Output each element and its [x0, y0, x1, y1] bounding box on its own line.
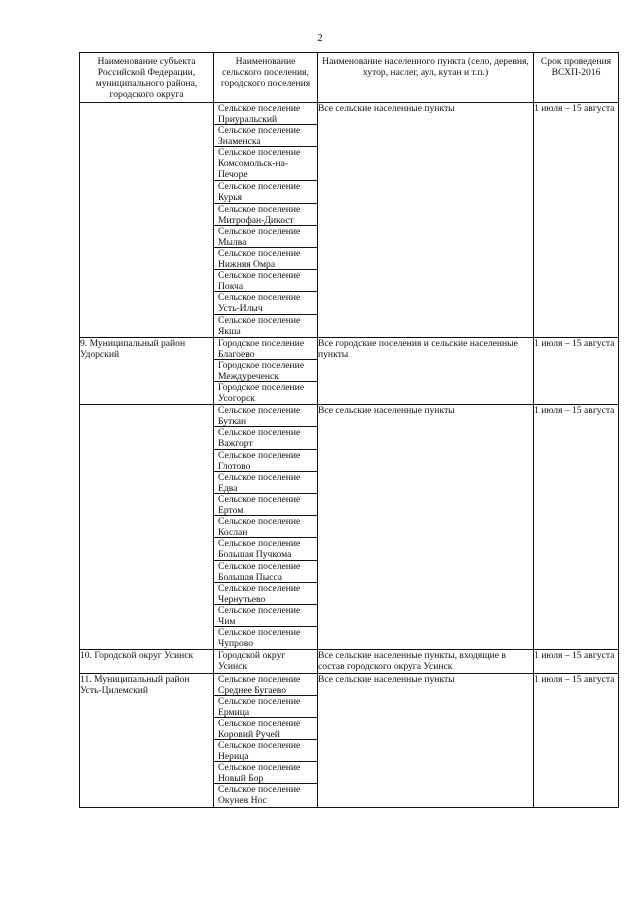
header-period: Срок проведения ВСХП-2016: [534, 53, 619, 103]
settlement-line: Митрофан-Дикост: [218, 214, 294, 226]
settlement-line: Сельское поселение: [218, 125, 301, 137]
page-number: 2: [317, 32, 323, 44]
header-settlement: Наименование сельского поселения, городского поселения: [214, 53, 318, 103]
settlement-line: Покча: [218, 281, 244, 293]
settlement-line: Мылва: [218, 236, 247, 248]
settlement-line: Сельское поселение: [218, 147, 301, 159]
settlement-entry: [214, 103, 317, 125]
settlement-line: Сельское поселение: [218, 695, 301, 707]
settlement-line: Сельское поселение: [218, 538, 301, 550]
table-row: [80, 337, 619, 405]
settlement-line: Усогорск: [218, 393, 255, 405]
settlement-entry: [214, 360, 317, 382]
region-cell: 10. Городской округ Усинск: [80, 650, 214, 673]
settlement-line: Большая Пучкома: [218, 549, 292, 561]
settlement-line: Сельское поселение: [218, 103, 301, 114]
settlement-entry: [214, 583, 317, 605]
settlements-cell: [214, 673, 318, 807]
settlement-line: Ермица: [218, 706, 250, 718]
settlement-line: Усть-Илыч: [218, 303, 263, 315]
settlement-line: Усинск: [218, 661, 248, 673]
settlement-line: Сельское поселение: [218, 717, 301, 729]
settlement-line: Городское поселение: [218, 337, 305, 349]
settlement-entry: [214, 450, 317, 472]
settlement-line: Сельское поселение: [218, 516, 301, 528]
settlement-entry: [214, 270, 317, 292]
settlement-line: Сельское поселение: [218, 427, 301, 439]
settlement-entry: [214, 516, 317, 538]
settlement-line: Сельское поселение: [218, 471, 301, 483]
settlement-line: Городское поселение: [218, 359, 305, 371]
header-region: Наименование субъекта Российской Федерации, муниципального района, городского округа: [80, 53, 214, 103]
settlement-line: Сельское поселение: [218, 627, 301, 639]
settlement-line: Глотово: [218, 460, 251, 472]
settlements-cell: [214, 337, 318, 405]
settlement-entry: [214, 605, 317, 627]
table-row: [80, 103, 619, 338]
settlement-entry: [214, 740, 317, 762]
settlement-line: Междуреченск: [218, 370, 279, 382]
settlement-line: Сельское поселение: [218, 560, 301, 572]
settlement-line: Нижняя Омра: [218, 258, 276, 270]
settlement-entry: [214, 248, 317, 270]
period-cell: 1 июля – 15 августа: [534, 650, 619, 673]
settlement-entry: [214, 494, 317, 516]
region-cell: 11. Муниципальный район Усть-Цилемский: [80, 673, 214, 807]
settlement-entry: [214, 338, 317, 360]
settlement-line: Сельское поселение: [218, 784, 301, 796]
settlement-entry: [214, 204, 317, 226]
period-cell: 1 июля – 15 августа: [534, 673, 619, 807]
table-header-row: [80, 53, 619, 103]
settlement-entry: [214, 315, 317, 337]
settlements-cell: [214, 405, 318, 650]
localities-cell: Все сельские населенные пункты, входящие в состав городского округа Усинск: [318, 650, 534, 673]
settlement-line: Сельское поселение: [218, 225, 301, 237]
settlement-line: Нерица: [218, 751, 249, 763]
region-cell: [80, 103, 214, 338]
localities-cell: Все городские поселения и сельские населенные пункты: [318, 337, 534, 405]
period-cell: 1 июля – 15 августа: [534, 337, 619, 405]
settlement-entry: [214, 125, 317, 147]
settlement-entry: [214, 561, 317, 583]
settlement-line: Сельское поселение: [218, 247, 301, 259]
settlement-line: Сельское поселение: [218, 449, 301, 461]
settlement-line: Сельское поселение: [218, 181, 301, 193]
settlement-line: Чупрово: [218, 638, 254, 650]
period-cell: 1 июля – 15 августа: [534, 103, 619, 338]
settlement-line: Сельское поселение: [218, 314, 301, 326]
settlement-entry: [214, 405, 317, 427]
settlements-cell: [214, 103, 318, 338]
settlement-entry: [214, 147, 317, 181]
settlement-entry: [214, 472, 317, 494]
settlement-line: Сельское поселение: [218, 673, 301, 685]
settlement-line: Сельское поселение: [218, 292, 301, 304]
settlement-line: Городское поселение: [218, 382, 305, 394]
settlement-line: Приуральский: [218, 114, 278, 125]
settlement-entry: [214, 427, 317, 449]
settlement-entry: [214, 650, 317, 672]
settlement-line: Ертом: [218, 505, 244, 516]
settlement-entry: [214, 696, 317, 718]
settlement-entry: [214, 538, 317, 560]
settlement-entry: [214, 627, 317, 649]
settlement-line: Чим: [218, 615, 236, 627]
settlement-line: Коровий Ручей: [218, 728, 280, 740]
settlement-line: Сельское поселение: [218, 494, 301, 505]
settlement-line: Сельское поселение: [218, 604, 301, 616]
localities-cell: Все сельские населенные пункты: [318, 405, 534, 650]
settlement-line: Сельское поселение: [218, 762, 301, 774]
settlement-line: Кослан: [218, 527, 248, 539]
header-locality: Наименование населенного пункта (село, деревня, хутор, наслег, аул, кутан и т.п.): [318, 53, 534, 103]
period-cell: 1 июля – 15 августа: [534, 405, 619, 650]
settlement-line: Большая Пысса: [218, 571, 283, 583]
table-row: [80, 673, 619, 807]
settlement-line: Едва: [218, 482, 238, 494]
settlement-line: Буткан: [218, 416, 247, 428]
settlement-line: Курья: [218, 192, 243, 204]
settlement-line: Печоре: [218, 169, 248, 181]
settlement-line: Важгорт: [218, 438, 253, 450]
settlement-line: Комсомольск-на-: [218, 158, 289, 170]
settlement-line: Сельское поселение: [218, 270, 301, 282]
settlement-line: Сельское поселение: [218, 405, 301, 417]
settlement-entry: [214, 762, 317, 784]
settlement-line: Окунев Нос: [218, 795, 267, 807]
settlement-entry: [214, 226, 317, 248]
region-cell: 9. Муниципальный район Удорский: [80, 337, 214, 405]
settlement-line: Сельское поселение: [218, 582, 301, 594]
table-row: [80, 405, 619, 650]
settlement-line: Якша: [218, 325, 241, 337]
region-cell: [80, 405, 214, 650]
settlement-entry: [214, 718, 317, 740]
settlement-entry: [214, 382, 317, 404]
table-row: [80, 650, 619, 673]
settlement-line: Новый Бор: [218, 773, 264, 785]
localities-cell: Все сельские населенные пункты: [318, 673, 534, 807]
settlement-line: Сельское поселение: [218, 203, 301, 215]
settlement-line: Среднее Бугаево: [218, 684, 287, 696]
settlement-line: Городской округ: [218, 650, 286, 662]
settlement-line: Благоево: [218, 348, 255, 360]
settlement-entry: [214, 674, 317, 696]
settlement-line: Чернутьево: [218, 593, 266, 605]
settlement-entry: [214, 181, 317, 203]
settlement-entry: [214, 784, 317, 806]
localities-cell: Все сельские населенные пункты: [318, 103, 534, 338]
settlements-cell: [214, 650, 318, 673]
census-schedule-table: [79, 52, 619, 808]
settlement-entry: [214, 292, 317, 314]
settlement-line: Сельское поселение: [218, 740, 301, 752]
settlement-line: Знаменска: [218, 136, 261, 148]
